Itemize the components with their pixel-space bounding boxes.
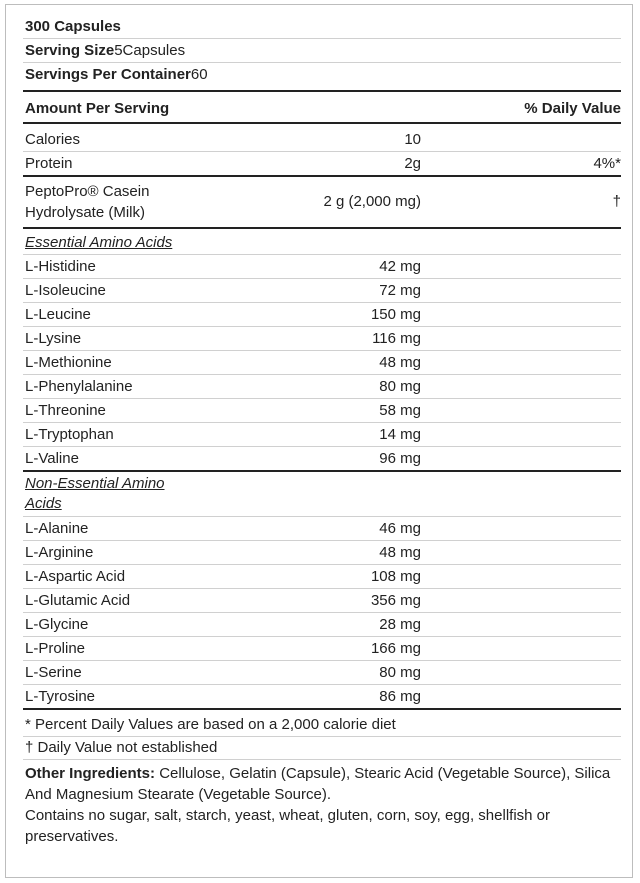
amino-acid-amount: 150 mg: [370, 306, 421, 323]
other-ingredients-text: Cellulose, Gelatin (Capsule), Stearic Acid (Vegetable Source), Silica And Magnesium Stearate (Vegetable Source).: [25, 765, 611, 803]
supplement-facts: [23, 15, 621, 847]
non-essential-amino-acids-heading: Non-Essential Amino Acids: [23, 474, 621, 517]
serving-size-label: Serving Size: [25, 42, 115, 59]
amino-acid-name: L-Valine: [25, 450, 79, 467]
essential-amino-acids-heading: Essential Amino Acids: [23, 231, 621, 255]
servings-per-container-row: [23, 63, 621, 86]
amino-acid-row: [23, 303, 621, 327]
peptopro-label-line1: PeptoPro® Casein: [25, 183, 150, 200]
essential-amino-acids-list: [23, 255, 621, 472]
amino-acid-row: [23, 565, 621, 589]
amino-acid-row: [23, 637, 621, 661]
amino-acid-amount: 58 mg: [379, 402, 421, 419]
amino-acid-name: L-Phenylalanine: [25, 378, 133, 395]
amino-acid-name: L-Lysine: [25, 330, 82, 347]
amino-acid-name: L-Arginine: [25, 544, 94, 561]
amino-acid-name: L-Threonine: [25, 402, 106, 419]
amino-acid-amount: 80 mg: [379, 378, 421, 395]
amino-acid-amount: 48 mg: [379, 354, 421, 371]
peptopro-dv: †: [612, 193, 621, 210]
amino-acid-amount: 46 mg: [379, 520, 421, 537]
amino-acid-amount: 48 mg: [379, 544, 421, 561]
amino-acid-name: L-Tryptophan: [25, 426, 114, 443]
amino-acid-amount: 72 mg: [379, 282, 421, 299]
amino-acid-amount: 108 mg: [370, 568, 421, 585]
percent-daily-values-note: * Percent Daily Values are based on a 2,000 calorie diet: [23, 714, 621, 737]
amino-acid-amount: 14 mg: [379, 426, 421, 443]
amino-acid-name: L-Glycine: [25, 616, 89, 633]
divider: [23, 90, 621, 92]
amino-acid-amount: 356 mg: [370, 592, 421, 609]
amino-acid-row: [23, 661, 621, 685]
amino-acid-row: [23, 517, 621, 541]
serving-size-value: 5Capsules: [114, 42, 186, 59]
amino-acid-row: [23, 685, 621, 710]
peptopro-row: [23, 179, 621, 229]
amino-acid-row: [23, 399, 621, 423]
protein-amount: 2g: [404, 155, 421, 172]
supplement-facts-panel: [5, 4, 633, 878]
amino-acid-name: L-Leucine: [25, 306, 91, 323]
amino-acid-name: L-Glutamic Acid: [25, 592, 131, 609]
protein-row: [23, 152, 621, 177]
capsule-count: 300 Capsules: [25, 18, 121, 35]
amino-acid-row: [23, 541, 621, 565]
amino-acid-row: [23, 589, 621, 613]
allergen-statement: Contains no sugar, salt, starch, yeast, wheat, gluten, corn, soy, egg, shellfish or preservatives.: [25, 807, 550, 845]
amount-per-serving-heading: Amount Per Serving: [25, 100, 170, 117]
amino-acid-amount: 86 mg: [379, 688, 421, 705]
amino-acid-row: [23, 327, 621, 351]
servings-per-container-label: Servings Per Container: [25, 66, 191, 83]
serving-size-row: [23, 39, 621, 63]
amino-acid-name: L-Proline: [25, 640, 86, 657]
column-header-row: [23, 96, 621, 124]
amino-acid-amount: 166 mg: [370, 640, 421, 657]
amino-acid-row: [23, 375, 621, 399]
calories-label: Calories: [25, 131, 81, 148]
amino-acid-name: L-Histidine: [25, 258, 96, 275]
amino-acid-name: L-Serine: [25, 664, 82, 681]
non-essential-amino-acids-list: [23, 517, 621, 710]
other-ingredients-label: Other Ingredients:: [25, 765, 156, 782]
amino-acid-name: L-Tyrosine: [25, 688, 96, 705]
amino-acid-amount: 80 mg: [379, 664, 421, 681]
amino-acid-amount: 96 mg: [379, 450, 421, 467]
amino-acid-name: L-Aspartic Acid: [25, 568, 126, 585]
amino-acid-name: L-Methionine: [25, 354, 112, 371]
protein-dv: 4%*: [593, 155, 621, 172]
protein-label: Protein: [25, 155, 73, 172]
servings-per-container-value: 60: [190, 66, 208, 83]
amino-acid-row: [23, 255, 621, 279]
amino-acid-row: [23, 447, 621, 472]
amino-acid-row: [23, 351, 621, 375]
amino-acid-name: L-Alanine: [25, 520, 89, 537]
daily-value-heading: % Daily Value: [524, 100, 621, 117]
calories-amount: 10: [404, 131, 421, 148]
other-ingredients: [23, 763, 621, 847]
amino-acid-amount: 116 mg: [372, 330, 421, 347]
calories-row: [23, 128, 621, 152]
capsule-count-row: [23, 15, 621, 39]
peptopro-amount: 2 g (2,000 mg): [323, 193, 421, 210]
amino-acid-amount: 42 mg: [379, 258, 421, 275]
amino-acid-name: L-Isoleucine: [25, 282, 106, 299]
amino-acid-amount: 28 mg: [379, 616, 421, 633]
amino-acid-row: [23, 613, 621, 637]
daily-value-not-established-note: † Daily Value not established: [23, 737, 621, 760]
amino-acid-row: [23, 279, 621, 303]
peptopro-label-line2: Hydrolysate (Milk): [25, 204, 146, 221]
amino-acid-row: [23, 423, 621, 447]
